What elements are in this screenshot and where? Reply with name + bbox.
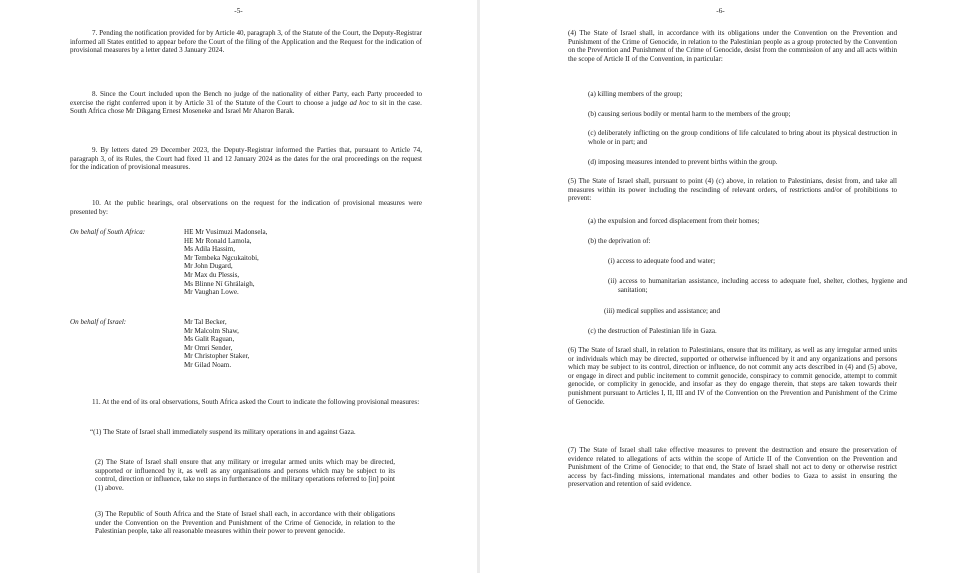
israel-member: Ms Galit Raguan,	[184, 335, 235, 344]
page-6	[480, 0, 961, 573]
south-africa-member: Ms Blinne Ní Ghrálaigh,	[184, 279, 255, 288]
paragraph-10: 10. At the public hearings, oral observations on the request for the indication of provisional measures were presented by:	[70, 199, 422, 216]
paragraph-8: 8. Since the Court included upon the Bench no judge of the nationality of either Party, each Party proceeded to exercise the right conferred upon it by Article 31 of the Statute of the Court to choose a judge ad hoc to sit in the case. South Africa chose Mr Dikgang Ernest Moseneke and Israel Mr Aharon Barak.	[70, 90, 422, 116]
page-number: -5-	[234, 7, 243, 15]
measure-5-a: (a) the expulsion and forced displacement from their homes;	[588, 217, 760, 225]
measure-5-b: (b) the deprivation of:	[588, 237, 651, 245]
measure-3: (3) The Republic of South Africa and the State of Israel shall each, in accordance with their obligations under the Convention on the Prevention and Punishment of the Crime of Genocide, in relation to the Palestinian people, take all reasonable measures within their power to prevent genocide.	[95, 510, 395, 536]
south-africa-member: HE Mr Vusimuzi Madonsela,	[184, 228, 268, 236]
south-africa-member: Mr Max du Plessis,	[184, 270, 240, 279]
page-number: -6-	[716, 7, 725, 15]
measure-1: “(1) The State of Israel shall immediately suspend its military operations in and against Gaza.	[90, 428, 356, 436]
measure-5-b-iii: (iii) medical supplies and assistance; and	[604, 307, 721, 315]
south-africa-member: Mr Tembeka Ngcukaitobi,	[184, 253, 259, 262]
measure-2: (2) The State of Israel shall ensure that any military or irregular armed units which may be directed, supported or influenced by it, as well as any organisations and persons which may be subject to its control, direction or influence, take no steps in furtherance of the military operations referred to [in] point (1) above.	[95, 458, 395, 492]
measure-5-b-ii: (ii) access to humanitarian assistance, including access to adequate fuel, shelter, clothes, hygiene and sanitation;	[608, 277, 907, 294]
measure-4-d: (d) imposing measures intended to prevent births within the group.	[588, 158, 778, 166]
measure-4-b: (b) causing serious bodily or mental harm to the members of the group;	[588, 110, 791, 118]
measure-6: (6) The State of Israel shall, in relation to Palestinians, ensure that its military, as well as any irregular armed units or individuals which may be directed, supported or otherwise influenced by it and any organizations and persons which may be subject to its control, direction or influence, do not commit any acts described in (4) and (5) above, or engage in direct and public incitement to commit genocide, conspiracy to commit genocide, attempt to commit genocide, or complicity in genocide, and insofar as they do engage therein, that steps are taken towards their punishment pursuant to Articles I, II, III and IV of the Convention on the Prevention and Punishment of the Crime of Genocide.	[568, 346, 897, 406]
israel-member: Mr Omri Sender,	[184, 343, 233, 352]
measure-5-b-i: (i) access to adequate food and water;	[608, 257, 716, 265]
israel-member: Mr Malcolm Shaw,	[184, 326, 239, 335]
south-africa-member: HE Mr Ronald Lamola,	[184, 236, 252, 245]
paragraph-9: 9. By letters dated 29 December 2023, the Deputy-Registrar informed the Parties that, pursuant to Article 74, paragraph 3, of its Rules, the Court had fixed 11 and 12 January 2024 as the dates for the oral proceedings on the request for the indication of provisional measures.	[70, 146, 422, 172]
israel-member: Mr Christopher Staker,	[184, 352, 250, 361]
measure-4-c: (c) deliberately inflicting on the group conditions of life calculated to bring about its physical destruction in whole or in part; and	[588, 129, 897, 146]
south-africa-member: Mr John Dugard,	[184, 262, 233, 271]
measure-5-intro: (5) The State of Israel shall, pursuant to point (4) (c) above, in relation to Palestinians, desist from, and take all measures within its power including the rescinding of relevant orders, of restrictions and/or of prohibitions to prevent:	[568, 177, 897, 203]
south-africa-label: On behalf of South Africa:	[70, 228, 146, 236]
israel-delegation	[184, 318, 249, 370]
south-africa-member: Ms Adila Hassim,	[184, 245, 236, 254]
israel-member: Mr Gilad Noam.	[184, 360, 232, 369]
paragraph-11: 11. At the end of its oral observations, South Africa asked the Court to indicate the following provisional measures:	[92, 398, 420, 406]
measure-4-intro: (4) The State of Israel shall, in accordance with its obligations under the Convention on the Prevention and Punishment of the Crime of Genocide, in relation to the Palestinian people as a group protected by the Convention on the Prevention and Punishment of the Crime of Genocide, desist from the commission of any and all acts within the scope of Article II of the Convention, in particular:	[568, 29, 897, 63]
south-africa-delegation	[184, 228, 267, 297]
measure-4-a: (a) killing members of the group;	[588, 90, 683, 98]
measure-7: (7) The State of Israel shall take effective measures to prevent the destruction and ensure the preservation of evidence related to allegations of acts within the scope of Article II of the Convention on the Prevention and Punishment of the Crime of Genocide; to that end, the State of Israel shall not act to deny or otherwise restrict access by fact-finding missions, international mandates and other bodies to Gaza to assist in ensuring the preservation and retention of said evidence.	[568, 446, 897, 489]
south-africa-member: Mr Vaughan Lowe.	[184, 288, 239, 297]
israel-label: On behalf of Israel:	[70, 318, 127, 326]
page-5	[0, 0, 477, 573]
paragraph-7: 7. Pending the notification provided for by Article 40, paragraph 3, of the Statute of the Court, the Deputy-Registrar informed all States entitled to appear before the Court of the filing of the Application and the Request for the indication of provisional measures by a letter dated 3 January 2024.	[70, 29, 422, 55]
measure-5-c: (c) the destruction of Palestinian life in Gaza.	[588, 327, 717, 335]
israel-member: Mr Tal Becker,	[184, 318, 227, 326]
